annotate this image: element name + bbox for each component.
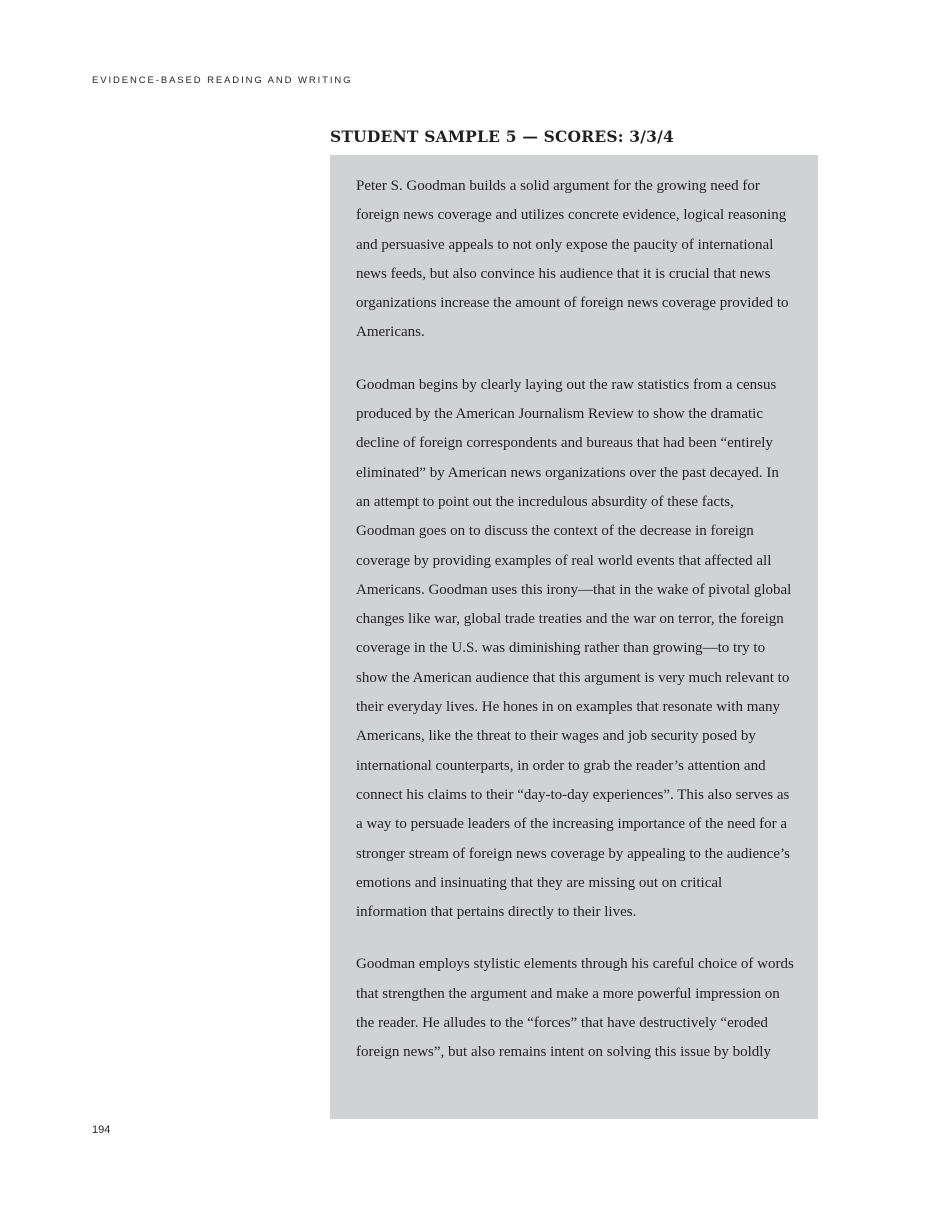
essay-box <box>330 155 818 1119</box>
essay-paragraph: Goodman begins by clearly laying out the raw statistics from a census produced by the American Journalism Review to show the dramatic decline of foreign correspondents and bureaus that had been “entirely eliminated” by American news organizations over the past decayed. In an attempt to point out the incredulous absurdity of these facts, Goodman goes on to discuss the context of the decrease in foreign coverage by providing examples of real world events that affected all Americans. Goodman uses this irony—that in the wake of pivotal global changes like war, global trade treaties and the war on terror, the foreign coverage in the U.S. was diminishing rather than growing—to try to show the American audience that this argument is very much relevant to their everyday lives. He hones in on examples that resonate with many Americans, like the threat to their wages and job security posed by international counterparts, in order to grab the reader’s attention and connect his claims to their “day-to-day experiences”. This also serves as a way to persuade leaders of the increasing importance of the need for a stronger stream of foreign news coverage by appealing to the audience’s emotions and insinuating that they are missing out on critical information that pertains directly to their lives. <box>356 376 792 921</box>
sample-heading: STUDENT SAMPLE 5 — SCORES: 3/3/4 <box>330 127 674 146</box>
essay-paragraph: Goodman employs stylistic elements through his careful choice of words that strengthen the argument and make a more powerful impression on the reader. He alludes to the “forces” that have destructively “eroded foreign news”, but also remains intent on solving this issue by boldly <box>356 956 794 1061</box>
page-number: 194 <box>92 1124 111 1136</box>
running-head: EVIDENCE-BASED READING AND WRITING <box>92 75 353 86</box>
essay-paragraph: Peter S. Goodman builds a solid argument for the growing need for foreign news coverage and utilizes concrete evidence, logical reasoning and persuasive appeals to not only expose the paucity of international news feeds, but also convince his audience that it is crucial that news organizations increase the amount of foreign news coverage provided to Americans. <box>356 178 789 341</box>
